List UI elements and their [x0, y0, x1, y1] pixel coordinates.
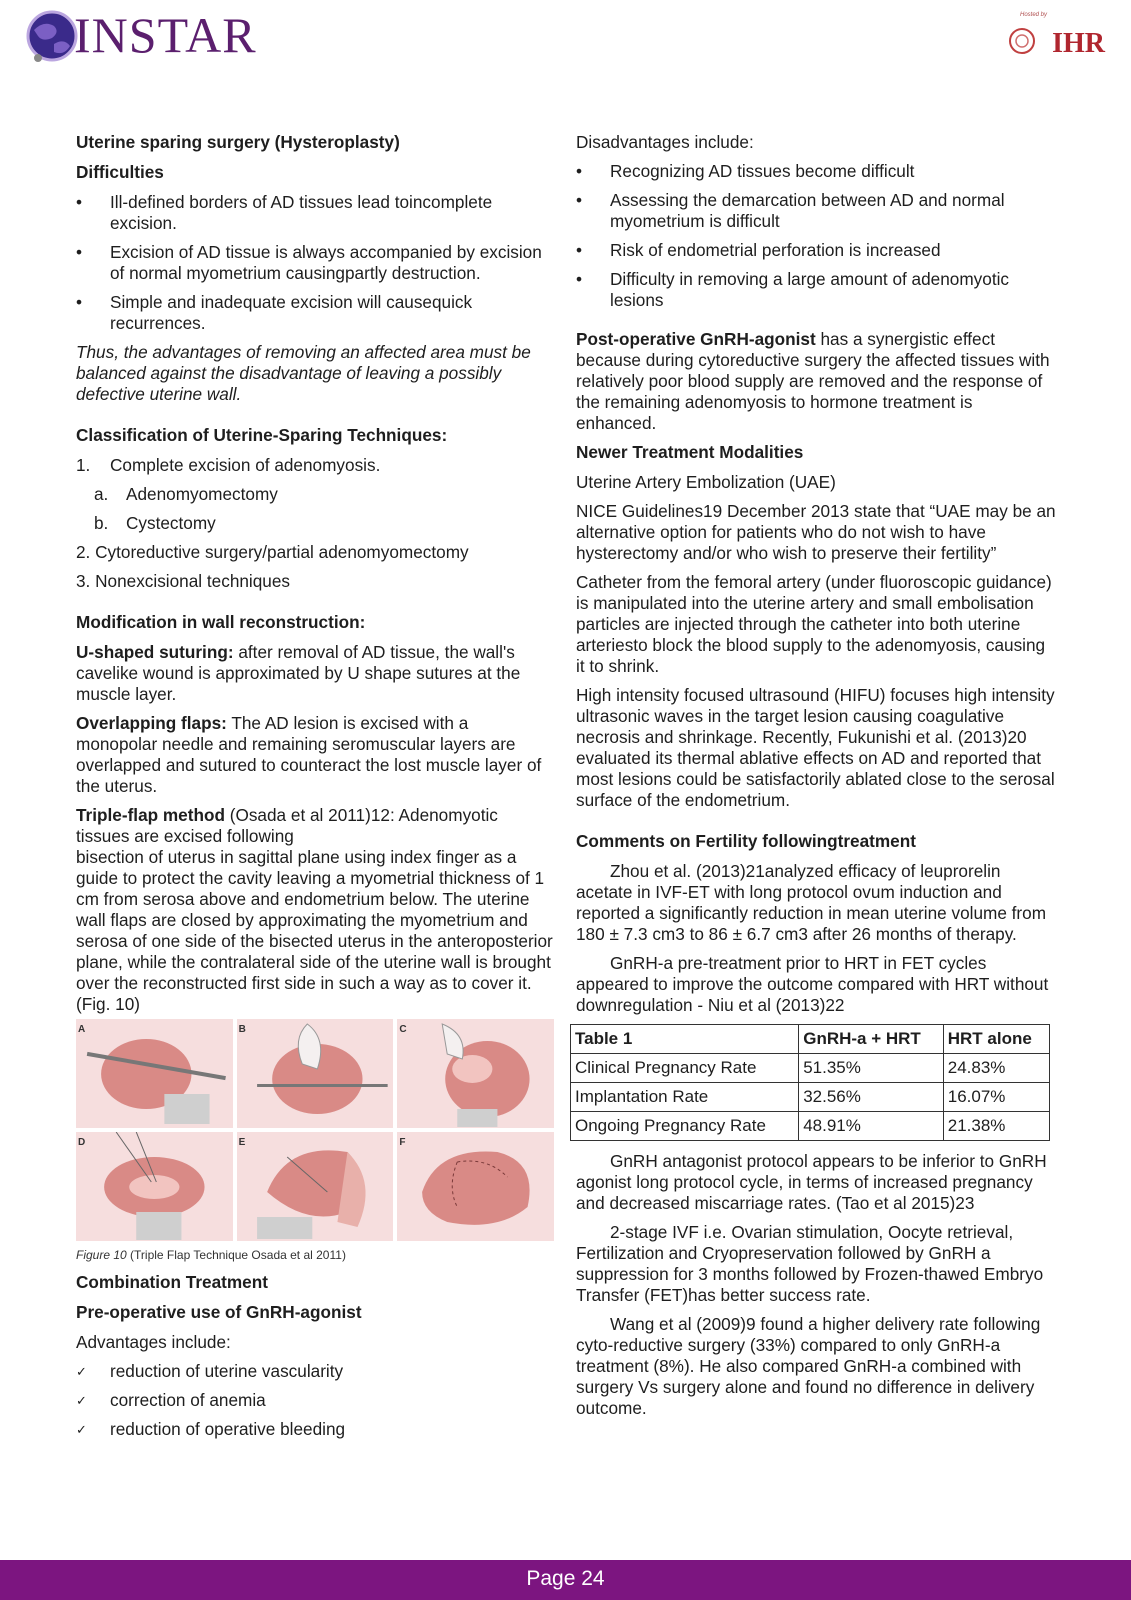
figure-caption: Figure 10 (Triple Flap Technique Osada et al 2011) [76, 1248, 346, 1262]
page-footer [0, 1560, 1131, 1600]
list-item: ✓ correction of anemia [76, 1390, 554, 1411]
list-item: • Assessing the demarcation between AD and normal myometrium is difficult [576, 190, 1056, 232]
list-item: • Simple and inadequate excision will causequick recurrences. [76, 292, 554, 334]
overlapping-paragraph: Overlapping flaps: The AD lesion is excised with a monopolar needle and remaining seromuscular layers are overlapped and sutured to counteract the lost muscle layer of the uterus. [76, 713, 542, 796]
disadvantages-label: Disadvantages include: [576, 132, 754, 152]
list-item: 1. Complete excision of adenomyosis. [76, 455, 381, 475]
list-item: 3. Nonexcisional techniques [76, 571, 291, 591]
zhou-paragraph: Zhou et al. (2013)21analyzed efficacy of leuprorelin acetate in IVF-ET with long protocol ovum induction and reported a significantly reduction in mean uterine volume from 180 ± 7.3 cm3 to 86 ± 6.7 cm3 after 26 months of therapy. [576, 861, 1047, 944]
hifu-paragraph: High intensity focused ultrasound (HIFU) focuses high intensity ultrasonic waves in the target lesion causing coagulative necrosis and shrinkage. Recently, Fukunishi et al. (2013)20 evaluated its thermal ablative effects on AD and reported that most lesions could be satisfactorily ablated close to the serosal surface of the endometrium. [576, 685, 1055, 810]
nice-paragraph: NICE Guidelines19 December 2013 state that “UAE may be an alternative option for patients who do not wish to have hysterectomy and/or who wish to preserve their fertility” [576, 501, 1056, 563]
figure-panel-f: F [397, 1132, 554, 1241]
figure-panel-d: D [76, 1132, 233, 1241]
figure-panel-a: A [76, 1019, 233, 1128]
instar-wordmark: INSTAR [74, 7, 257, 63]
subheading-difficulties: Difficulties [76, 162, 164, 182]
left-column [76, 132, 554, 1448]
antagonist-paragraph: GnRH antagonist protocol appears to be inferior to GnRH agonist long protocol cycle, in terms of increased pregnancy and decreased miscarriage rates. (Tao et al 2015)23 [576, 1151, 1047, 1213]
comments-heading: Comments on Fertility followingtreatment [576, 831, 916, 851]
postop-paragraph: Post-operative GnRH-agonist has a synergistic effect because during cytoreductive surgery the affected tissues with relatively poor blood supply are removed and the response of the remaining adenomyosis to hormone treatment is enhanced. [576, 329, 1050, 433]
modification-heading: Modification in wall reconstruction: [76, 612, 366, 632]
catheter-paragraph: Catheter from the femoral artery (under fluoroscopic guidance) is manipulated into the uterine artery and small embolisation particles are injected through the catheter into both uterine arteriesto block the blood supply to the adenomyosis, causing it to shrink. [576, 572, 1052, 676]
uae-subheading: Uterine Artery Embolization (UAE) [576, 472, 836, 492]
table-row: Clinical Pregnancy Rate 51.35% 24.83% [571, 1054, 1050, 1083]
figure-panel-b: B [237, 1019, 394, 1128]
disadvantages-list [576, 161, 1056, 311]
figure-panel-c: C [397, 1019, 554, 1128]
list-item: a. Adenomyomectomy [94, 484, 278, 504]
wang-paragraph: Wang et al (2009)9 found a higher delivery rate following cyto-reductive surgery (33%) compared to only GnRH-a treatment (8%). He also compared GnRH-a combined with surgery Vs surgery alone and found no difference in delivery outcome. [576, 1314, 1041, 1418]
preop-heading: Pre-operative use of GnRH-agonist [76, 1302, 362, 1322]
instar-logo [24, 6, 257, 64]
thus-paragraph: Thus, the advantages of removing an affected area must be balanced against the disadvantage of leaving a possibly defective uterine wall. [76, 342, 531, 404]
table-row: Implantation Rate 32.56% 16.07% [571, 1083, 1050, 1112]
combination-heading: Combination Treatment [76, 1272, 268, 1292]
advantages-label: Advantages include: [76, 1332, 231, 1352]
list-item: b. Cystectomy [94, 513, 216, 533]
figure-10 [76, 1019, 554, 1241]
list-item: • Excision of AD tissue is always accompanied by excision of normal myometrium causingpartly destruction. [76, 242, 554, 284]
newer-heading: Newer Treatment Modalities [576, 442, 804, 462]
ihr-emblem-icon [1007, 22, 1037, 60]
list-item: 2. Cytoreductive surgery/partial adenomyomectomy [76, 542, 469, 562]
list-item: ✓ reduction of operative bleeding [76, 1419, 554, 1440]
table-row: Ongoing Pregnancy Rate 48.91% 21.38% [571, 1112, 1050, 1141]
ihr-logo [1007, 8, 1107, 68]
table-header-row: Table 1 GnRH-a + HRT HRT alone [571, 1025, 1050, 1054]
list-item: • Ill-defined borders of AD tissues lead toincomplete excision. [76, 192, 554, 234]
list-item: • Difficulty in removing a large amount of adenomyotic lesions [576, 269, 1056, 311]
classification-heading: Classification of Uterine-Sparing Techniques: [76, 425, 448, 445]
list-item: ✓ reduction of uterine vascularity [76, 1361, 554, 1382]
advantages-list [76, 1361, 554, 1440]
ihr-wordmark: IHR [1052, 28, 1105, 59]
globe-icon [24, 6, 80, 64]
right-column [576, 132, 1056, 1427]
list-item: • Recognizing AD tissues become difficult [576, 161, 1056, 182]
hosted-by-label: Hosted by [1019, 12, 1047, 18]
gnrh-pre-paragraph: GnRH-a pre-treatment prior to HRT in FET cycles appeared to improve the outcome compared with HRT without downregulation - Niu et al (2013)22 [576, 953, 1049, 1015]
u-shaped-paragraph: U-shaped suturing: after removal of AD tissue, the wall's cavelike wound is approximated by U shape sutures at the muscle layer. [76, 642, 521, 704]
page-number: Page 24 [526, 1567, 605, 1590]
figure-panel-e: E [237, 1132, 394, 1241]
triple-flap-paragraph: Triple-flap method (Osada et al 2011)12: Adenomyotic tissues are excised following bisection of uterus in sagittal plane using index finger as a guide to protect the cavity leaving a myometrial thickness of 1 cm from serosa above and endometrium below. The uterine wall flaps are closed by approximating the myometrium and serosa of one side of the bisected uterus in the anteroposterior plane, while the contralateral side of the uterine wall is brought over the reconstructed first side in such a way as to cover it. (Fig. 10) [76, 805, 553, 1014]
list-item: • Risk of endometrial perforation is increased [576, 240, 1056, 261]
two-stage-paragraph: 2-stage IVF i.e. Ovarian stimulation, Oocyte retrieval, Fertilization and Cryopreservation followed by GnRH a suppression for 3 months followed by Frozen-thawed Embryo Transfer (FET)has better success rate. [576, 1222, 1044, 1305]
results-table [570, 1024, 1050, 1141]
difficulties-list [76, 192, 554, 334]
section-heading: Uterine sparing surgery (Hysteroplasty) [76, 132, 400, 152]
